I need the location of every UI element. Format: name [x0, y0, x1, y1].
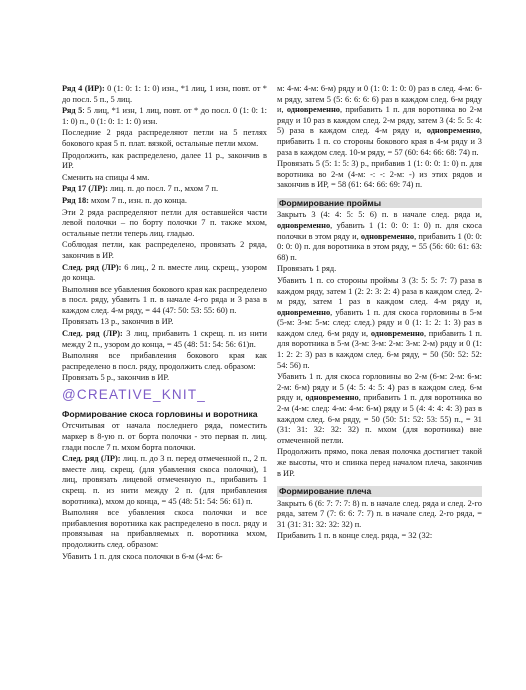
paragraph: [277, 210, 482, 263]
paragraph: Убавить 1 п. для скоса полочки в 6-м (4-м: 6-: [62, 551, 223, 561]
row-17-text: лиц. п. до посл. 7 п., мхом 7 п.: [107, 184, 219, 194]
text: , прибавить 1 (0: 0: 0: 0: 0) п. для воротника в этом ряду, = 55 (56: 60: 61: 63: 68) п.: [277, 231, 482, 262]
text: , прибавить 1 п. для воротника во 2-м ряду и 10 раз в каждом след. 2-м ряду, затем 3 (4: 5: 5: 4: 5) раза в каждом след. 4-м ряду и,: [277, 105, 482, 136]
text: , прибавить 1 п. со стороны бокового края в 4-м ряду и 3 раза в каждом след. 10-м ряду, = 57 (60: 64: 66: 68: 74) п.: [277, 126, 482, 157]
left-column: [62, 84, 267, 563]
paragraph: Провязать 1 ряд.: [277, 264, 337, 274]
next-row-text: лиц. п. до 3 п. перед отмеченной п., 2 п. вместе лиц. скрещ. (для убавления скоса полочки), 1 лиц, провязать лицевой отмеченную п., прибавить 1 скрещ. п. из нити между 2 п. (для прибавления воротника), мхом до конца, = 45 (48: 51: 54: 56: 61) п.: [62, 454, 267, 506]
text: Убавить 1 п. для скоса горловины во 2-м (6-м: 2-м: 6-м: 2-м: 6-м) ряду и 5 (4: 5: 4: 5: 4) раз в каждом след. 6-м ряду и,: [277, 372, 482, 403]
emphasis: одновременно: [426, 126, 480, 136]
row-4-paragraph: [62, 84, 267, 105]
emphasis: одновременно: [277, 307, 331, 317]
next-row-text: 3 лиц, прибавить 1 скрещ. п. из нити между 2 п., узором до конца, = 45 (48: 51: 54: 56: 61)п.: [62, 329, 267, 349]
paragraph: [277, 276, 482, 371]
paragraph: Провязать 5 р., закончив в ИР.: [62, 373, 170, 383]
text: , убавить 1 п. для скоса горловины в 5-м (5-м: 3-м: 5-м: след: след.) ряду и 0 (1: 1: 2: 1: 3) раз в каждом след. 6-м ряду и,: [277, 307, 482, 338]
emphasis: одновременно: [305, 393, 359, 403]
right-column: [277, 84, 482, 543]
emphasis: одновременно: [286, 105, 340, 115]
paragraph: Отсчитывая от начала последнего ряда, поместить маркер в 8-ую п. от борта полочки - это первая п. лиц. глади после 7 п. мхом борта полочки.: [62, 421, 267, 452]
paragraph: Провязать 5 (5: 1: 5: 3) р., прибавив 1 (1: 0: 0: 1: 0) п. для воротника во 2-м (4-м: -: -: 2-м: -) из этих рядов и закончив в ИР, = 58 (61: 64: 66: 69: 74) п.: [277, 159, 482, 190]
watermark: @CREATIVE_KNIT_: [62, 387, 206, 403]
next-row-label: След. ряд (ЛР):: [62, 329, 123, 339]
columns: [62, 84, 496, 563]
text: Закрыть 3 (4: 4: 5: 5: 6) п. в начале след. ряда и,: [277, 210, 482, 220]
text: , прибавить 1 п. для воротника во 2-м (4-м: след: 4-м: 4-м: 6-м) ряду и 5 (4: 4: 4: 4: 3) раз в каждом след. 6-м ряду, = 50 (50: 51: 52: 53: 55) п., = 31 (31: 31: 32: 32: 32) п. мхом (для воротника) вне отмеченной петли.: [277, 393, 482, 445]
row-4-text: 0 (1: 0: 1: 1: 0) изн., *1 лиц, 1 изн, повт. от * до посл. 5 п., 5 лиц.: [62, 84, 267, 104]
row-18-paragraph: [62, 196, 267, 207]
paragraph: Эти 2 ряда распределяют петли для оставшейся части левой полочки – по борту полочки 7 п. также мхом, остальные петли теперь лиц. гладью.: [62, 207, 267, 238]
row-4-label: Ряд 4 (ИР):: [62, 84, 105, 93]
paragraph: Закрыть 6 (6: 7: 7: 7: 8) п. в начале след. ряда и след. 2-го ряда, затем 7 (7: 6: 6: 7: 7) п. в начале след. 2-го ряда, = 31 (31: 31: 32: 32: 32) п.: [277, 498, 482, 529]
row-18-label: Ряд 18:: [62, 195, 89, 205]
row-17-paragraph: [62, 184, 267, 195]
text: Убавить 1 п. со стороны проймы 3 (3: 5: 5: 7: 7) раза в каждом ряду, затем 1 (2: 2: 3: 2: 4) раза в каждом след. 2-м ряду, затем 1 раз в каждом след. 4-м ряду и,: [277, 275, 482, 307]
text: м: 4-м: 4-м: 6-м) ряду и 0 (1: 0: 1: 0: 0) раз в след. 4-м: 6-м ряду, затем 5 (5: 6: 6: 6: 6) раз в каждом след. 6-м ряду и,: [277, 84, 482, 115]
next-row-label: След. ряд (ЛР):: [62, 262, 122, 272]
emphasis: одновременно: [277, 220, 331, 230]
paragraph: Выполняя все убавления бокового края как распределено в посл. ряду, убавить 1 п. в начале 4-го ряда и 3 раза в каждом след. 4-м ряду, = 44 (47: 50: 53: 55: 60) п.: [62, 284, 267, 315]
row-5-paragraph: [62, 106, 267, 127]
emphasis: одновременно: [370, 328, 424, 338]
paragraph: Последние 2 ряда распределяют петли на 5 петлях бокового края 5 п. плат. вязкой, остальные петли мхом.: [62, 128, 267, 148]
next-row-paragraph: [62, 263, 267, 284]
row-18-text: мхом 7 п., изн. п. до конца.: [88, 195, 187, 205]
text: , прибавить 1 п. для воротника в 5-м (3-м: 3-м: 2-м: 3-м: 2-м) ряду и 0 (1: 1: 2: 2: 3) раз в каждом след. 6-м ряду, = 50 (50: 52: 52: 54: 56) п.: [277, 328, 483, 370]
row-5-text: : 5 лиц, *1 изн, 1 лиц, повт. от * до посл. 0 (1: 0: 1: 1: 0) п., 0 (1: 0: 1: 1: 0) изн.: [62, 106, 268, 126]
paragraph: Соблюдая петли, как распределено, провязать 2 ряда, закончив в ИР.: [62, 240, 267, 260]
text: , убавить 1 (1: 0: 0: 1: 0) п. для скоса полочки в этом ряду и,: [277, 220, 482, 241]
paragraph: [277, 372, 482, 446]
paragraph: Сменить на спицы 4 мм.: [62, 172, 150, 182]
paragraph: Продолжить, как распределено, далее 11 р., закончив в ИР.: [62, 150, 267, 171]
row-17-label: Ряд 17 (ЛР):: [62, 184, 108, 194]
paragraph: [277, 84, 482, 158]
row-5-label: Ряд 5: [62, 106, 83, 116]
paragraph: Продолжить прямо, пока левая полочка достигнет такой же высоты, что и спинка перед началом плеча, закончив в ИР.: [277, 447, 482, 478]
next-row-paragraph: [62, 329, 267, 350]
paragraph: Прибавить 1 п. в конце след. ряда, = 32 (32:: [277, 531, 433, 541]
section-heading-neckline: Формирование скоса горловины и воротника: [62, 409, 258, 420]
paragraph: Провязать 13 р., закончив в ИР.: [62, 317, 174, 327]
emphasis: одновременно: [360, 231, 415, 241]
next-row-text: 6 лиц., 2 п. вместе лиц. скрещ., узором до конца.: [62, 262, 267, 283]
next-row-label: След. ряд (ЛР):: [62, 454, 121, 464]
paragraph: Выполняя все прибавления бокового края как распределено в посл. ряду, продолжить след. образом:: [62, 351, 267, 371]
section-heading-shoulder: Формирование плеча: [277, 486, 482, 496]
section-heading-armhole: Формирование проймы: [277, 198, 482, 208]
next-row-paragraph: [62, 454, 267, 507]
paragraph: Выполняя все убавления скоса полочки и все прибавления воротника как распределено в посл. ряду и провязывая на прибавляемых п. воротника мхом, продолжить след. образом:: [62, 508, 267, 549]
